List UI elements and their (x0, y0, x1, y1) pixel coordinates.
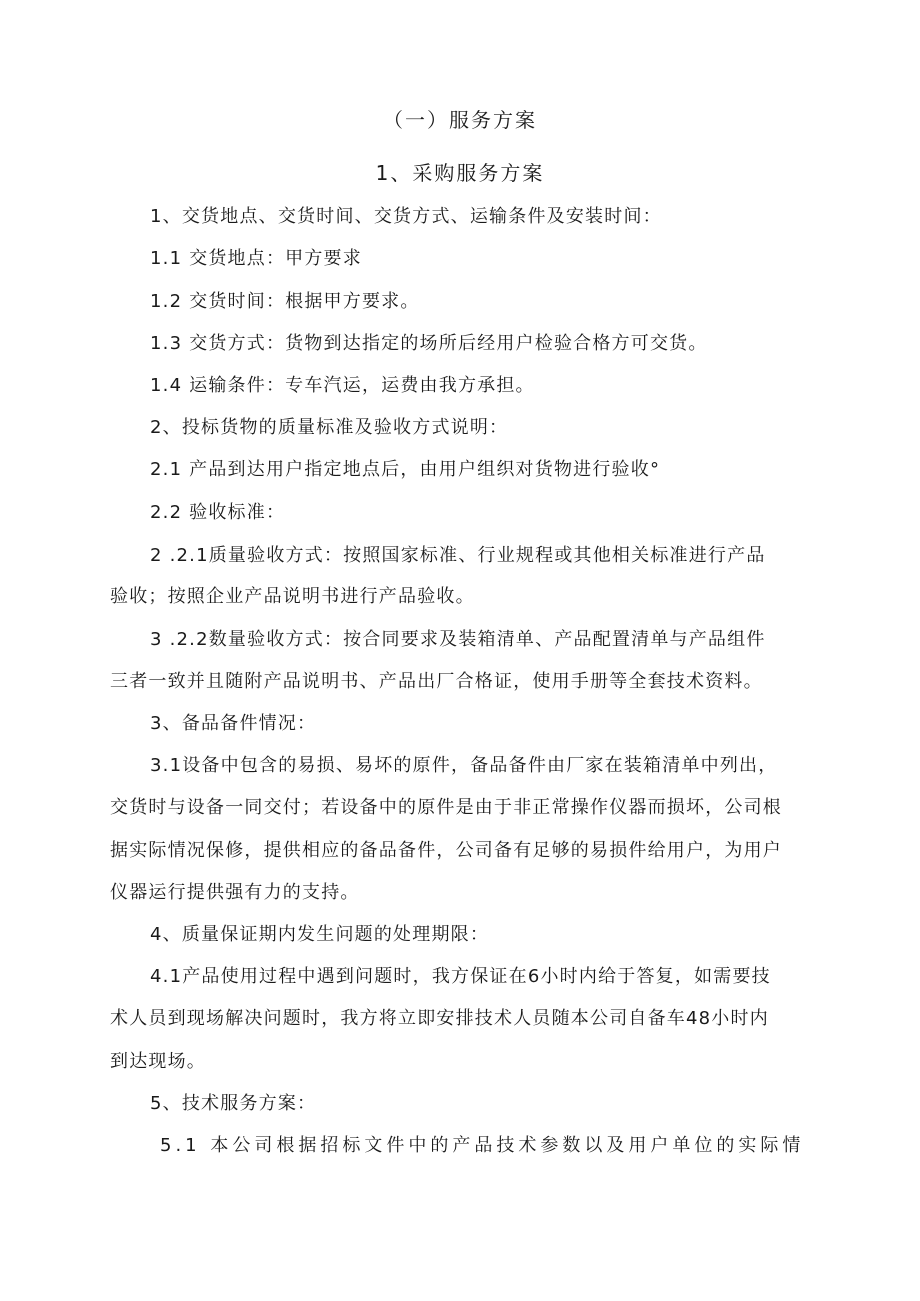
paragraph-line: 3、备品备件情况： (150, 713, 317, 734)
subsection-title: 1、采购服务方案 (375, 161, 545, 185)
paragraph-line: 三者一致并且随附产品说明书、产品出厂合格证，使用手册等全套技术资料。 (110, 671, 763, 692)
paragraph-line: 3.1设备中包含的易损、易坏的原件，备品备件由厂家在装箱清单中列出， (150, 755, 778, 776)
paragraph-line: 2.2 验收标准： (150, 502, 286, 523)
paragraph-line: 5、技术服务方案： (150, 1093, 317, 1114)
paragraph-line: 4、质量保证期内发生问题的处理期限： (150, 924, 490, 945)
paragraph-line: 3 .2.2数量验收方式：按合同要求及装箱清单、产品配置清单与产品组件 (150, 629, 766, 650)
paragraph-line: 5.1 本公司根据招标文件中的产品技术参数以及用户单位的实际情 (160, 1135, 805, 1156)
paragraph-line: 4.1产品使用过程中遇到问题时，我方保证在6小时内给于答复，如需要技 (150, 966, 771, 987)
paragraph-line: 据实际情况保修，提供相应的备品备件，公司备有足够的易损件给用户，为用户 (110, 840, 782, 861)
paragraph-line: 到达现场。 (110, 1051, 206, 1072)
paragraph-line: 1.1 交货地点：甲方要求 (150, 248, 362, 269)
paragraph-line: 2 .2.1质量验收方式：按照国家标准、行业规程或其他相关标准进行产品 (150, 545, 766, 566)
paragraph-line: 仪器运行提供强有力的支持。 (110, 882, 360, 903)
paragraph-line: 1.2 交货时间：根据甲方要求。 (150, 291, 420, 312)
paragraph-line: 1.3 交货方式：货物到达指定的场所后经用户检验合格方可交货。 (150, 333, 708, 354)
paragraph-line: 术人员到现场解决问题时，我方将立即安排技术人员随本公司自备车48小时内 (110, 1008, 769, 1029)
section-title: （一）服务方案 (383, 108, 537, 132)
paragraph-line: 1、交货地点、交货时间、交货方式、运输条件及安装时间： (150, 206, 662, 227)
paragraph-line: 2、投标货物的质量标准及验收方式说明： (150, 417, 509, 438)
paragraph-line: 1.4 运输条件：专车汽运，运费由我方承担。 (150, 375, 535, 396)
paragraph-line: 验收；按照企业产品说明书进行产品验收。 (110, 586, 475, 607)
paragraph-line: 2.1 产品到达用户指定地点后，由用户组织对货物进行验收° (150, 459, 661, 480)
paragraph-line: 交货时与设备一同交付；若设备中的原件是由于非正常操作仪器而损坏，公司根 (110, 797, 782, 818)
